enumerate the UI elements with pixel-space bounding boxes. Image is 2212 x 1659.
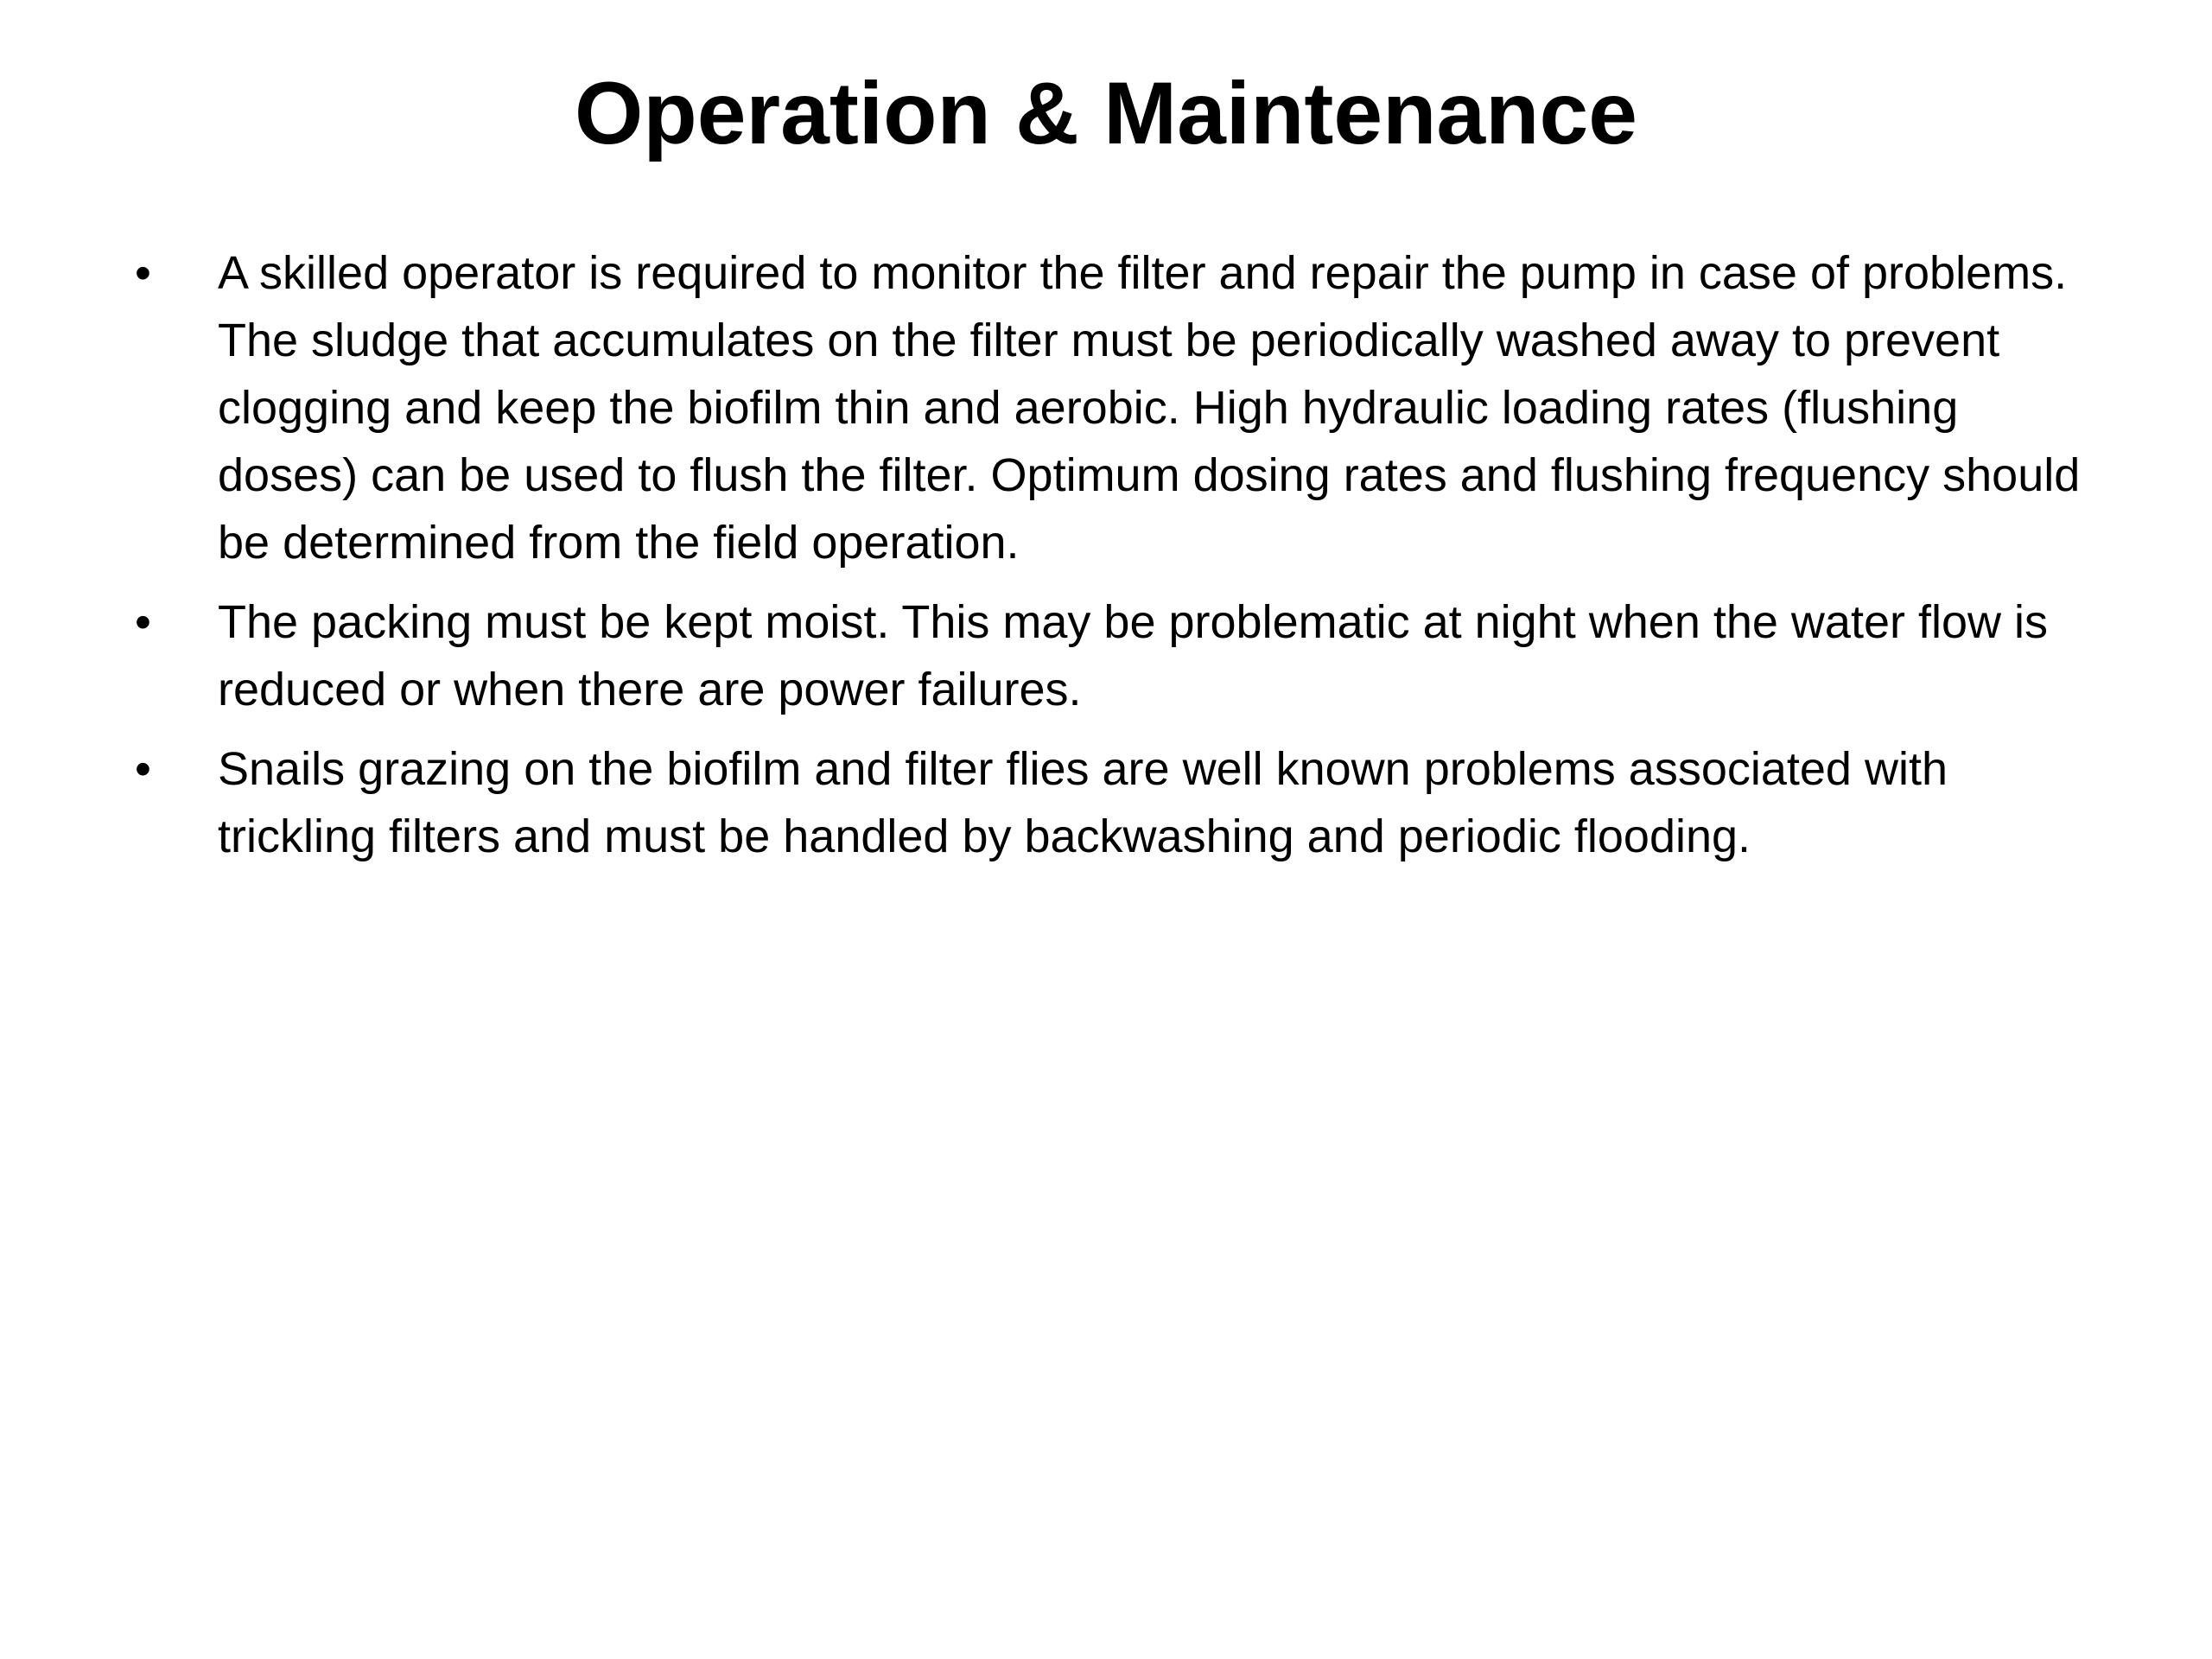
bullet-text: The packing must be kept moist. This may be problematic at night when the water flow is reduced or when there are power failures. xyxy=(218,596,2048,715)
bullet-icon: • xyxy=(135,743,151,795)
list-item xyxy=(130,239,2108,576)
bullet-text: Snails grazing on the biofilm and filter flies are well known problems associated with trickling filters and must be handled by backwashing and periodic flooding. xyxy=(218,743,1948,862)
bullet-icon: • xyxy=(135,596,151,648)
list-item xyxy=(130,735,2108,870)
bullet-text: A skilled operator is required to monitor the filter and repair the pump in case of problems. The sludge that accumulates on the filter must be periodically washed away to prevent clogging and keep the biofilm thin and aerobic. High hydraulic loading rates (flushing doses) can be used to flush the filter. Optimum dosing rates and flushing frequency should be determined from the field operation. xyxy=(218,247,2081,569)
bullet-list xyxy=(130,239,2108,882)
list-item xyxy=(130,588,2108,723)
slide-title: Operation & Maintenance xyxy=(575,64,1637,162)
bullet-icon: • xyxy=(135,247,151,299)
